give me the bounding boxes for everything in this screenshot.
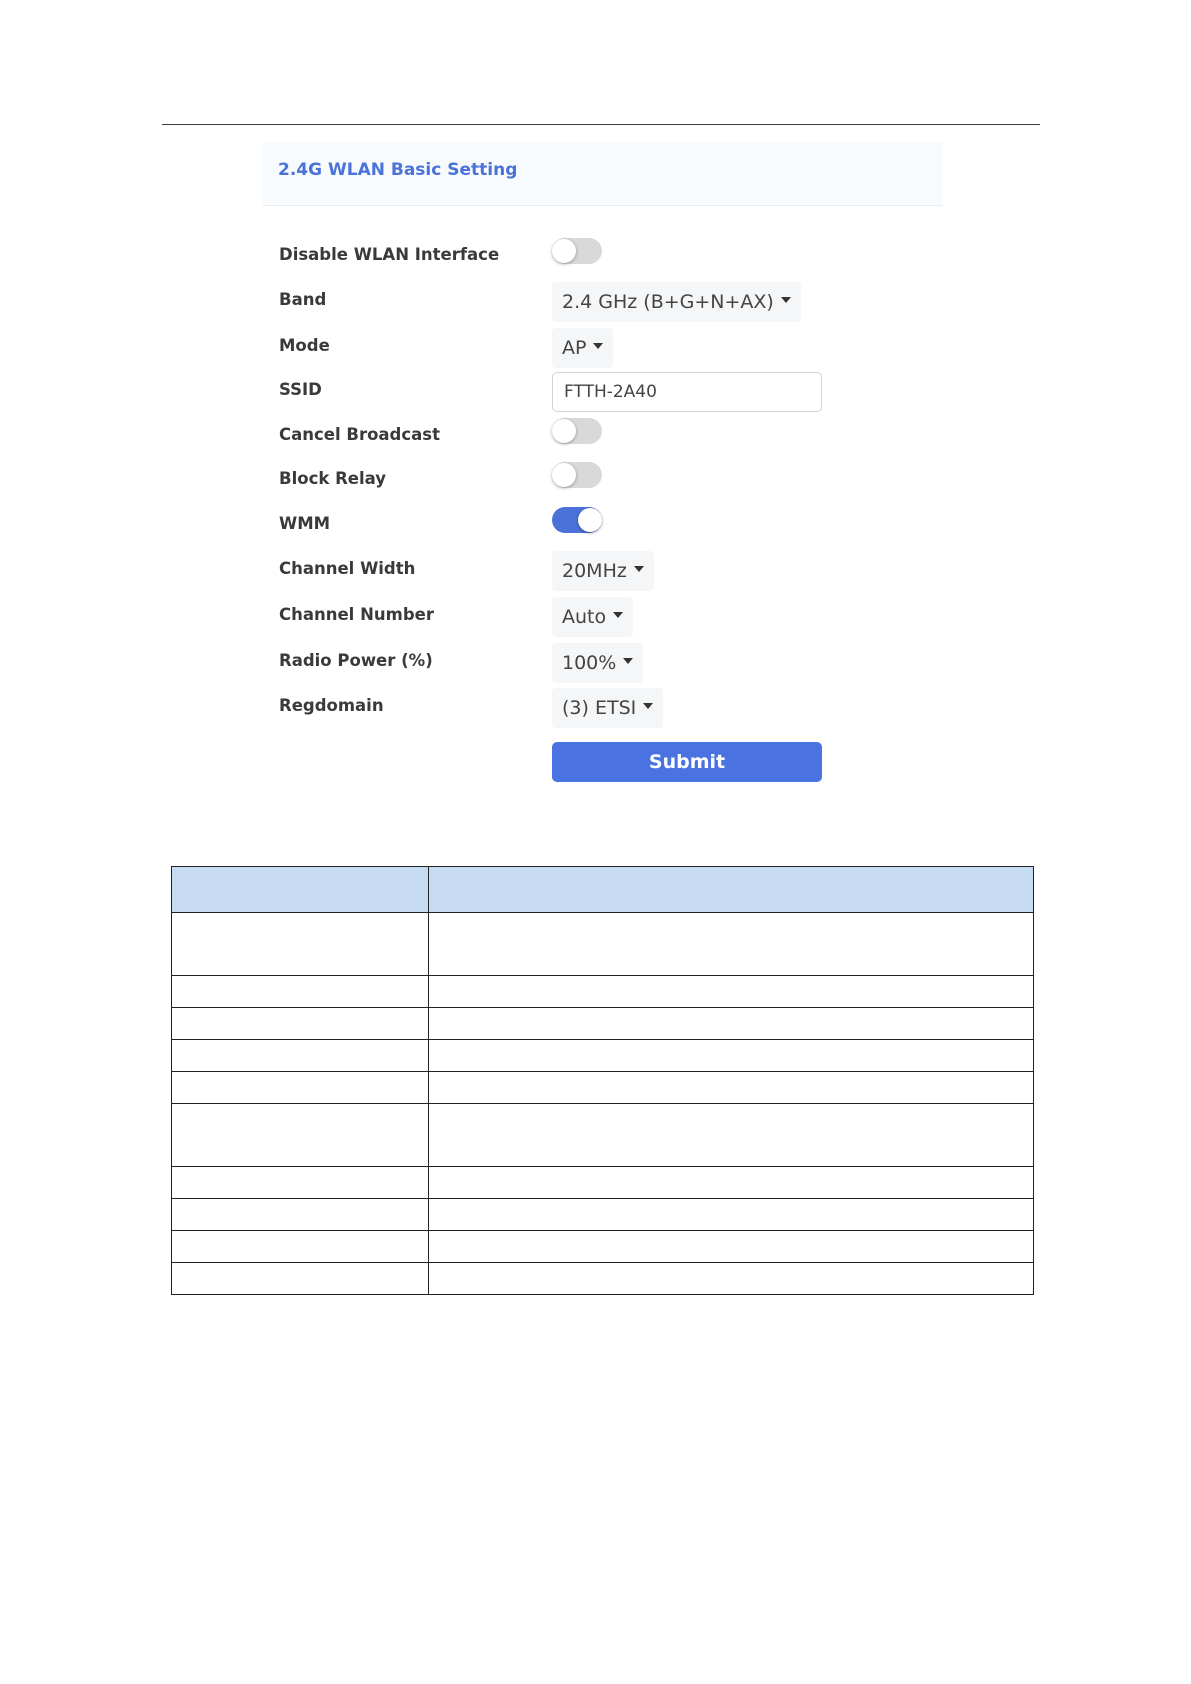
panel-title: 2.4G WLAN Basic Setting [278, 160, 518, 180]
table-row [172, 1008, 1034, 1040]
panel-header [263, 142, 943, 206]
table-cell [172, 976, 429, 1008]
table-cell [429, 1199, 1034, 1231]
table-cell [429, 1167, 1034, 1199]
table-row [172, 1231, 1034, 1263]
regdomain-dropdown[interactable] [552, 688, 663, 728]
cancel-broadcast-toggle[interactable] [552, 418, 602, 444]
band-label: Band [279, 290, 327, 309]
table-row [172, 1199, 1034, 1231]
table-cell [172, 913, 429, 976]
toggle-knob [552, 239, 576, 263]
wmm-label: WMM [279, 514, 331, 533]
block-relay-toggle[interactable] [552, 462, 602, 488]
table-cell [429, 976, 1034, 1008]
table-row [172, 1167, 1034, 1199]
table-cell [429, 1263, 1034, 1295]
table-row [172, 1040, 1034, 1072]
table-cell [429, 1104, 1034, 1167]
block-relay-label: Block Relay [279, 469, 387, 488]
caret-down-icon [781, 297, 791, 303]
channel-width-label: Channel Width [279, 559, 416, 578]
table-cell [172, 1104, 429, 1167]
table-header-row [172, 867, 1034, 913]
caret-down-icon [613, 612, 623, 618]
toggle-knob [552, 419, 576, 443]
radio-power-value: 100% [562, 652, 617, 674]
caret-down-icon [634, 566, 644, 572]
table-cell [172, 1072, 429, 1104]
table-cell [172, 1231, 429, 1263]
ssid-label: SSID [279, 380, 322, 399]
table-row [172, 1104, 1034, 1167]
table-header-cell [429, 867, 1034, 913]
channel-number-dropdown[interactable] [552, 597, 633, 637]
caret-down-icon [593, 343, 603, 349]
table-row [172, 913, 1034, 976]
disable-wlan-label: Disable WLAN Interface [279, 245, 500, 264]
mode-value: AP [562, 337, 587, 359]
caret-down-icon [623, 658, 633, 664]
band-dropdown[interactable] [552, 282, 801, 322]
table-cell [172, 1040, 429, 1072]
mode-dropdown[interactable] [552, 328, 613, 368]
radio-power-label: Radio Power (%) [279, 651, 433, 670]
caret-down-icon [643, 703, 653, 709]
cancel-broadcast-label: Cancel Broadcast [279, 425, 440, 444]
table-header-cell [172, 867, 429, 913]
page-header-rule [162, 124, 1040, 125]
regdomain-label: Regdomain [279, 696, 384, 715]
toggle-knob [552, 463, 576, 487]
table-cell [429, 1040, 1034, 1072]
channel-number-value: Auto [562, 606, 607, 628]
description-table [171, 866, 1034, 1295]
table-cell [429, 1072, 1034, 1104]
submit-button[interactable]: Submit [552, 742, 822, 782]
disable-wlan-toggle[interactable] [552, 238, 602, 264]
mode-label: Mode [279, 336, 330, 355]
ssid-input[interactable] [552, 372, 822, 412]
band-value: 2.4 GHz (B+G+N+AX) [562, 291, 774, 313]
table-cell [172, 1263, 429, 1295]
radio-power-dropdown[interactable] [552, 643, 643, 683]
channel-number-label: Channel Number [279, 605, 434, 624]
table-row [172, 976, 1034, 1008]
table-cell [429, 1231, 1034, 1263]
wmm-toggle[interactable] [552, 507, 602, 533]
channel-width-dropdown[interactable] [552, 551, 654, 591]
table-cell [429, 913, 1034, 976]
table-cell [429, 1008, 1034, 1040]
toggle-knob [578, 508, 602, 532]
table-cell [172, 1199, 429, 1231]
table-cell [172, 1167, 429, 1199]
regdomain-value: (3) ETSI [562, 697, 637, 719]
table-row [172, 1263, 1034, 1295]
channel-width-value: 20MHz [562, 560, 627, 582]
table-row [172, 1072, 1034, 1104]
table-cell [172, 1008, 429, 1040]
